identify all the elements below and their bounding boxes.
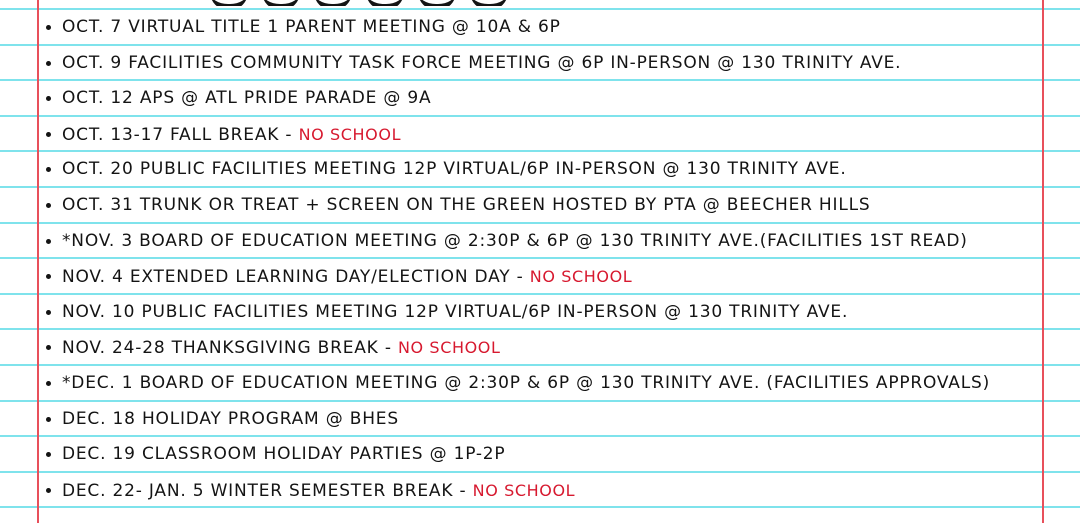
event-text: OCT. 7 VIRTUAL TITLE 1 PARENT MEETING @ 10A & 6P (62, 17, 561, 37)
bullet-icon (46, 61, 51, 66)
event-item (0, 259, 1040, 295)
event-text: DEC. 18 HOLIDAY PROGRAM @ BHES (62, 408, 399, 429)
event-item (0, 10, 1040, 46)
no-school-note: NO SCHOOL (529, 267, 633, 287)
bullet-icon (46, 167, 51, 172)
bullet-icon (46, 25, 51, 30)
event-text: DEC. 22- JAN. 5 WINTER SEMESTER BREAK - (62, 480, 467, 501)
bullet-icon (46, 239, 51, 244)
event-list (0, 10, 1040, 508)
bullet-icon (46, 132, 51, 137)
event-item (0, 224, 1040, 260)
bullet-icon (46, 417, 51, 422)
event-text: OCT. 13-17 FALL BREAK - (62, 124, 293, 145)
bullet-icon (46, 274, 51, 279)
event-item (0, 330, 1040, 366)
event-text: OCT. 31 TRUNK OR TREAT + SCREEN ON THE GREEN HOSTED BY PTA @ BEECHER HILLS (62, 194, 871, 215)
bullet-icon (46, 96, 51, 101)
no-school-note: NO SCHOOL (472, 480, 576, 500)
event-text: NOV. 10 PUBLIC FACILITIES MEETING 12P VIRTUAL/6P IN-PERSON @ 130 TRINITY AVE. (62, 301, 849, 322)
bullet-icon (46, 203, 51, 208)
event-item (0, 473, 1040, 509)
right-margin-line (1042, 0, 1044, 523)
no-school-note: NO SCHOOL (397, 338, 501, 358)
event-item (0, 366, 1040, 402)
event-item (0, 46, 1040, 82)
bullet-icon (46, 381, 51, 386)
event-item (0, 437, 1040, 473)
event-text: DEC. 19 CLASSROOM HOLIDAY PARTIES @ 1P-2P (62, 444, 506, 465)
event-item (0, 295, 1040, 331)
title-fragment (210, 0, 540, 6)
bullet-icon (46, 345, 51, 350)
event-text: OCT. 12 APS @ ATL PRIDE PARADE @ 9A (62, 88, 432, 109)
event-text: *NOV. 3 BOARD OF EDUCATION MEETING @ 2:30P & 6P @ 130 TRINITY AVE.(FACILITIES 1ST READ) (62, 230, 968, 251)
no-school-note: NO SCHOOL (298, 124, 402, 144)
bullet-icon (46, 452, 51, 457)
event-item (0, 81, 1040, 117)
event-text: NOV. 4 EXTENDED LEARNING DAY/ELECTION DAY - (62, 267, 524, 288)
event-text: OCT. 20 PUBLIC FACILITIES MEETING 12P VIRTUAL/6P IN-PERSON @ 130 TRINITY AVE. (62, 159, 847, 180)
event-item (0, 152, 1040, 188)
bullet-icon (46, 310, 51, 315)
event-item (0, 188, 1040, 224)
event-text: *DEC. 1 BOARD OF EDUCATION MEETING @ 2:30P & 6P @ 130 TRINITY AVE. (FACILITIES APPROVALS) (62, 372, 990, 393)
event-item (0, 402, 1040, 438)
event-text: NOV. 24-28 THANKSGIVING BREAK - (62, 338, 392, 359)
event-item (0, 117, 1040, 153)
bullet-icon (46, 488, 51, 493)
event-text: OCT. 9 FACILITIES COMMUNITY TASK FORCE MEETING @ 6P IN-PERSON @ 130 TRINITY AVE. (62, 52, 902, 73)
